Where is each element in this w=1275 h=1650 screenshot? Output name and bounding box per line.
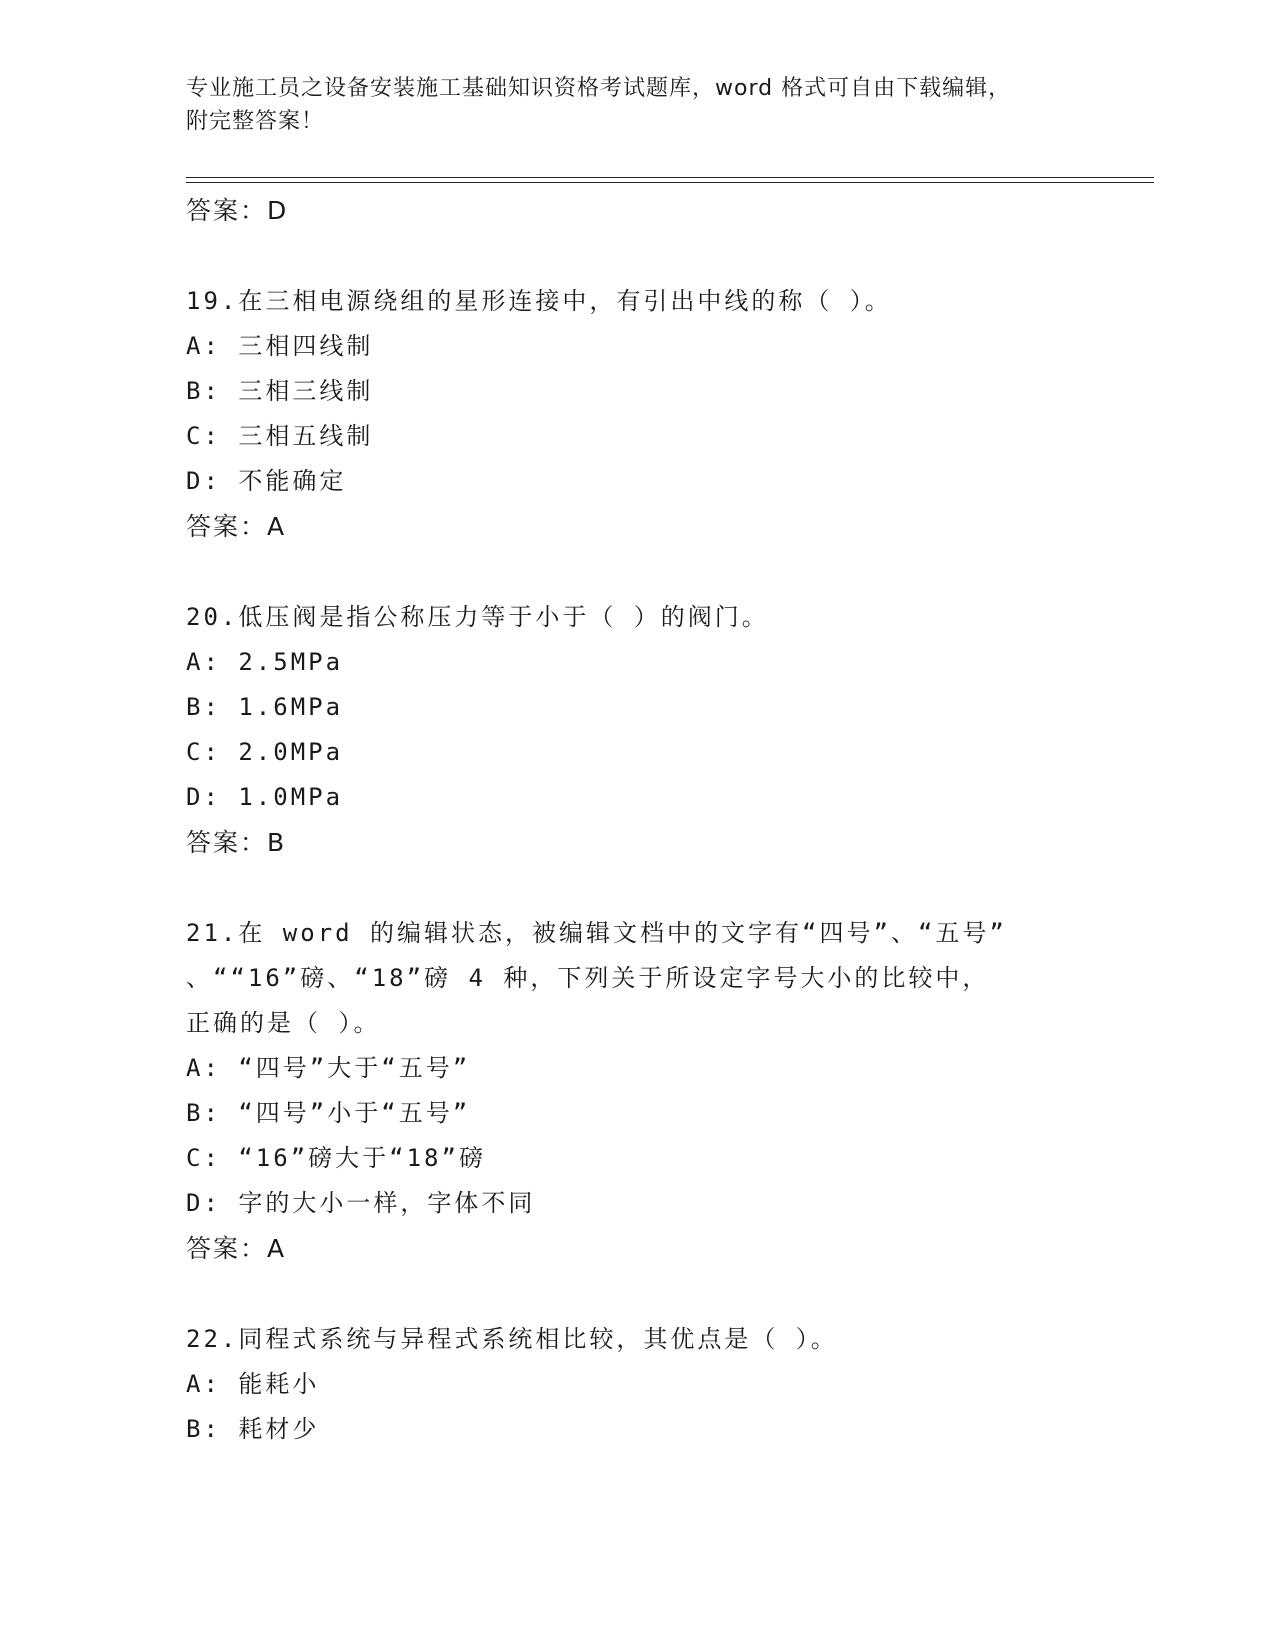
question-text-continued: 、““16”磅、“18”磅 4 种，下列关于所设定字号大小的比较中， [186, 964, 990, 992]
question-block [186, 595, 1086, 865]
option-a: A: “四号”大于“五号” [186, 1054, 471, 1082]
option-b: B: 三相三线制 [186, 377, 374, 405]
option-d: D: 1.0MPa [186, 783, 344, 811]
answer-line: 答案：A [186, 512, 287, 541]
option-c: C: “16”磅大于“18”磅 [186, 1144, 486, 1172]
document-header [186, 72, 1086, 138]
option-b: B: “四号”小于“五号” [186, 1099, 471, 1127]
answer-line: 答案：D [186, 196, 289, 225]
header-divider-top [186, 177, 1154, 178]
option-b: B: 1.6MPa [186, 693, 344, 721]
option-b: B: 耗材少 [186, 1415, 320, 1443]
option-c: C: 三相五线制 [186, 422, 374, 450]
question-text-continued: 正确的是（ ）。 [186, 1009, 381, 1037]
option-a: A: 能耗小 [186, 1370, 320, 1398]
question-block [186, 279, 1086, 549]
option-d: D: 不能确定 [186, 467, 347, 495]
option-a: A: 2.5MPa [186, 648, 344, 676]
question-text: 21.在 word 的编辑状态，被编辑文档中的文字有“四号”、“五号” [186, 919, 1007, 947]
question-text: 20.低压阀是指公称压力等于小于（ ）的阀门。 [186, 603, 769, 631]
question-text: 22.同程式系统与异程式系统相比较，其优点是（ ）。 [186, 1325, 838, 1353]
question-block [186, 1317, 1086, 1452]
answer-line: 答案：A [186, 1234, 287, 1263]
question-list [186, 188, 1086, 1452]
option-a: A: 三相四线制 [186, 332, 374, 360]
header-divider-bottom [186, 182, 1154, 183]
question-text: 19.在三相电源绕组的星形连接中，有引出中线的称（ ）。 [186, 287, 892, 315]
option-d: D: 字的大小一样，字体不同 [186, 1189, 536, 1217]
header-line-2: 附完整答案！ [186, 109, 325, 134]
answer-line: 答案：B [186, 828, 287, 857]
option-c: C: 2.0MPa [186, 738, 344, 766]
header-line-1: 专业施工员之设备安装施工基础知识资格考试题库，word 格式可自由下载编辑， [186, 76, 1012, 101]
question-block [186, 911, 1086, 1271]
